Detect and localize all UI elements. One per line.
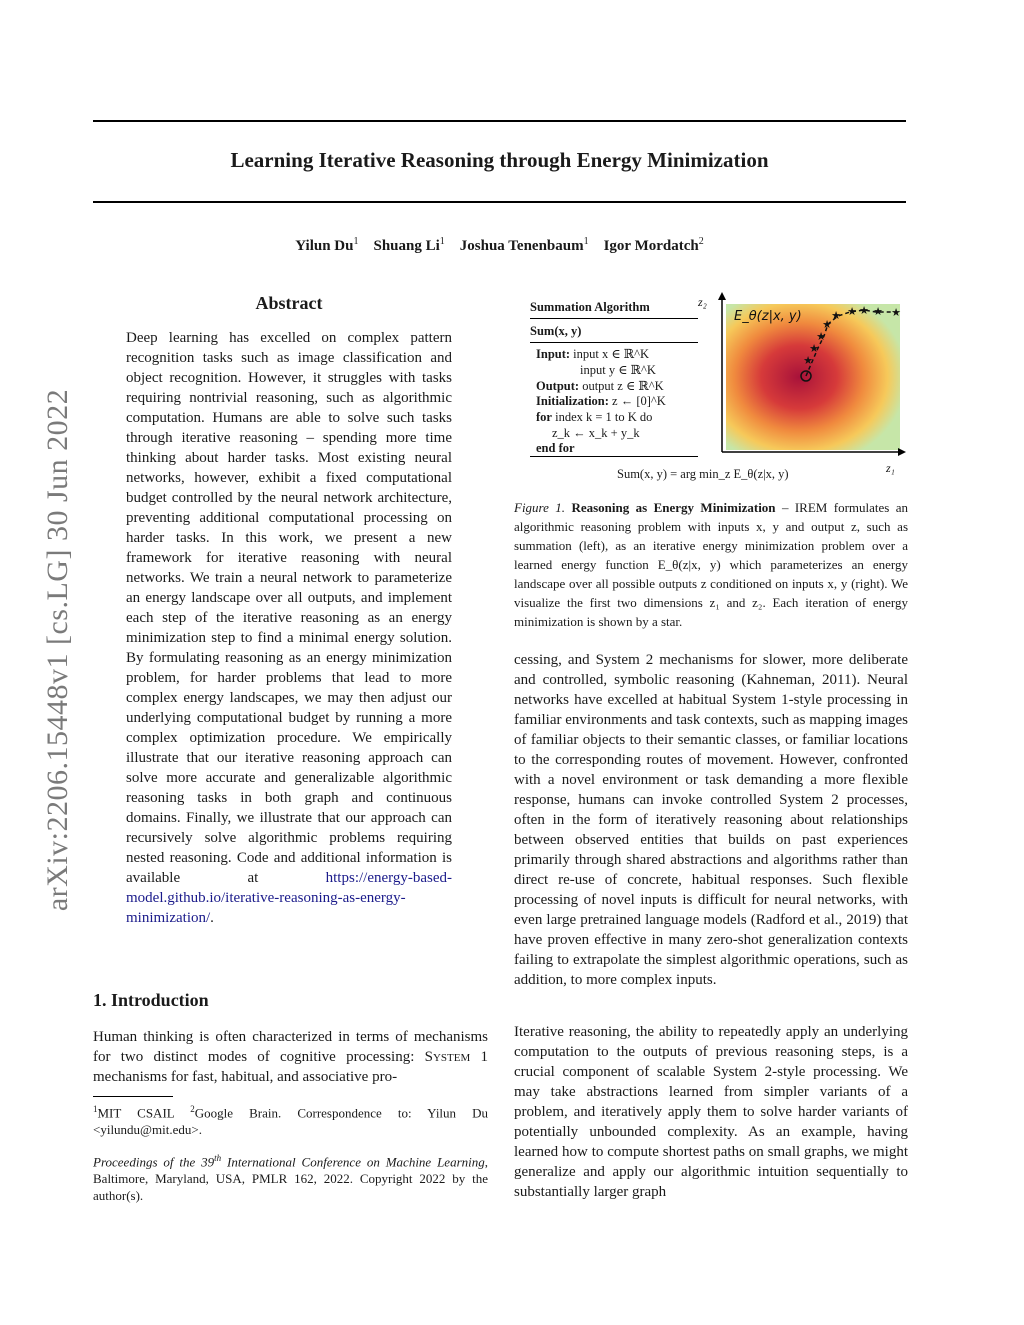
author-affiliation: 1: [439, 236, 445, 247]
algorithm-line: for index k = 1 to K do: [536, 410, 653, 424]
iteration-star: ★: [809, 343, 819, 355]
iteration-star: ★: [859, 305, 869, 317]
intro-text-cont: 1 mechanisms for fast, habitual, and associative pro-: [93, 1049, 489, 1085]
project-link[interactable]: https://energy-based-model.github.io/iterative-reasoning-as-energy-minimization/: [126, 870, 452, 926]
plot-energy-label: E_θ(z|x, y): [734, 309, 802, 324]
arxiv-identifier: arXiv:2206.15448v1 [cs.LG] 30 Jun 2022: [41, 388, 74, 912]
energy-heatmap: [726, 304, 900, 450]
title-rule-bottom: [93, 201, 906, 203]
figure-1: [514, 292, 908, 492]
algorithm-rule: [530, 318, 698, 319]
proceedings-sup: th: [214, 1153, 222, 1163]
algorithm-rule: [530, 456, 698, 457]
y-axis-arrow: [718, 292, 726, 300]
footnote-aff1: MIT CSAIL: [97, 1105, 191, 1121]
iteration-star: ★: [873, 306, 883, 318]
title-rule-top: [93, 120, 906, 122]
axis-x-label: z₁: [886, 461, 895, 475]
abstract-end: .: [210, 910, 214, 926]
iteration-star: ★: [847, 306, 857, 318]
col2-paragraph-2: Iterative reasoning, the ability to repeatedly apply an underlying computation to the outputs of previous reasoning steps, is a crucial component of scalable System 2-style processing. We may take abstractions learned from simpler variants of a problem, and iteratively apply them to solve harder variants of potentially unbounded complexity. As an example, having learned how to compute shortest paths on small graphs, we might generalize and apply our algorithmic intuition sequentially to substantially larger graph: [514, 1024, 908, 1200]
footnote-affiliations: $^1$MIT CSAIL $^2$Google Brain. Correspondence to: Yilun Du <yilundu@mit.edu>.: [93, 1104, 488, 1138]
abstract-body: [126, 328, 452, 928]
author-list: [93, 236, 906, 255]
paper-title: Learning Iterative Reasoning through Energy Minimization: [230, 148, 769, 172]
algorithm-line: Initialization: z ← [0]^K: [536, 394, 666, 408]
algorithm-title: Summation Algorithm: [530, 300, 650, 314]
author-name: Joshua Tenenbaum: [459, 238, 584, 254]
footnote-proceedings: [93, 1150, 488, 1204]
section-heading-introduction: 1. Introduction: [93, 990, 209, 1010]
axis-y-label: z₂: [698, 295, 707, 309]
col2-paragraph-1: cessing, and System 2 mechanisms for slower, more deliberate and controlled, symbolic reasoning (Kahneman, 2011). Neural networks have excelled at habitual System 1-style processing in familiar environments and task contexts, such as mapping images of familiar objects to their semantic classes, or familiar locations to the corresponding routes of movement. However, confronted with a novel environment or task demanding a more flexible response, humans can invoke controlled System 2 processes, often in the form of iteratively reasoning about relationships between observed entities that builds on past experiences primarily through shared abstractions and algorithms rather than direct re-use of concrete, habitual responses. Such flexible processing of novel inputs is difficult for neural networks, with even large pretrained language models (Radford et al., 2019) that have proven effective in many zero-shot generalization contexts failing to extrapolate the simplest algorithmic operations, such as addition, to more complex inputs.: [514, 652, 908, 988]
figure-equation: Sum(x, y) = arg min_z E_θ(z|x, y): [617, 467, 789, 481]
caption-label: Figure 1.: [514, 500, 566, 515]
author-name: Yilun Du: [295, 238, 354, 254]
abstract-text: Deep learning has excelled on complex pattern recognition tasks such as image classification and object recognition. However, it struggles with tasks requiring nontrivial reasoning, such as algorithmic computation. Humans are able to solve such tasks through iterative reasoning – spending more time thinking about harder tasks. Most existing neural networks, however, exhibit a fixed computational budget controlled by the neural network architecture, preventing additional computational processing on harder tasks. In this work, we present a new framework for iterative reasoning with neural networks. We train a neural network to parameterize an energy landscape over all outputs, and implement each step of the iterative reasoning as an energy minimization step to find a minimal energy solution. By formulating reasoning as an energy minimization problem, for harder problems that lead to more complex energy landscapes, we may then adjust our underlying computational budget by running a more complex optimization procedure. We empirically illustrate that our iterative reasoning approach can solve more accurate and generalizable algorithmic reasoning tasks in both graph and continuous domains. Finally, we illustrate that our approach can recursively solve algorithmic problems requiring nested reasoning. Code and additional information is available at: [126, 330, 452, 886]
iteration-star: ★: [831, 310, 841, 322]
proceedings-rest: , Baltimore, Maryland, USA, PMLR 162, 2022. Copyright 2022 by the author(s).: [93, 1154, 488, 1204]
algorithm-line: input y ∈ ℝ^K: [580, 363, 656, 377]
iteration-star: ★: [891, 307, 901, 319]
author-name: Igor Mordatch: [603, 238, 699, 254]
proceedings-italic: Proceedings of the 39: [93, 1154, 215, 1170]
algorithm-signature: Sum(x, y): [530, 324, 582, 338]
system-term: System: [424, 1049, 471, 1065]
caption-text: – IREM formulates an algorithmic reasoning problem with inputs x, y and output z, such as summation (left), as an iterative energy minimization problem over a learned energy function E_θ(z|x, y) which parameterizes an energy landscape over all possible outputs z conditioned on inputs x, y (right). We visualize the first two dimensions z₁ and z₂. Each iteration of energy minimization is shown by a star.: [514, 500, 908, 629]
author-affiliation: 1: [583, 236, 589, 247]
algorithm-line: end for: [536, 441, 575, 455]
algorithm-line: z_k ← x_k + y_k: [552, 426, 640, 440]
iteration-star: ★: [822, 319, 832, 331]
algorithm-rule: [530, 342, 698, 343]
author-affiliation: 1: [353, 236, 359, 247]
author-name: Shuang Li: [373, 238, 440, 254]
intro-paragraph: [93, 1027, 488, 1087]
iteration-star: ★: [816, 331, 826, 343]
algorithm-line: Input: input x ∈ ℝ^K: [536, 347, 650, 361]
caption-title: Reasoning as Energy Minimization: [571, 500, 776, 515]
footnote-aff2: Google Brain. Correspondence to: Yilun Du <yilundu@mit.edu>.: [93, 1105, 488, 1138]
iteration-star: ★: [803, 355, 813, 367]
proceedings-italic-2: International Conference on Machine Learning: [221, 1154, 485, 1170]
author-affiliation: 2: [698, 236, 704, 247]
footnote-rule: [93, 1096, 173, 1097]
figure-caption: [514, 498, 908, 631]
algorithm-line: Output: output z ∈ ℝ^K: [536, 379, 664, 393]
intro-text: Human thinking is often characterized in terms of mechanisms for two distinct modes of cognitive processing:: [93, 1029, 488, 1065]
x-axis-arrow: [898, 448, 906, 456]
energy-landscape-plot: [696, 292, 908, 482]
abstract-heading: Abstract: [255, 293, 323, 313]
